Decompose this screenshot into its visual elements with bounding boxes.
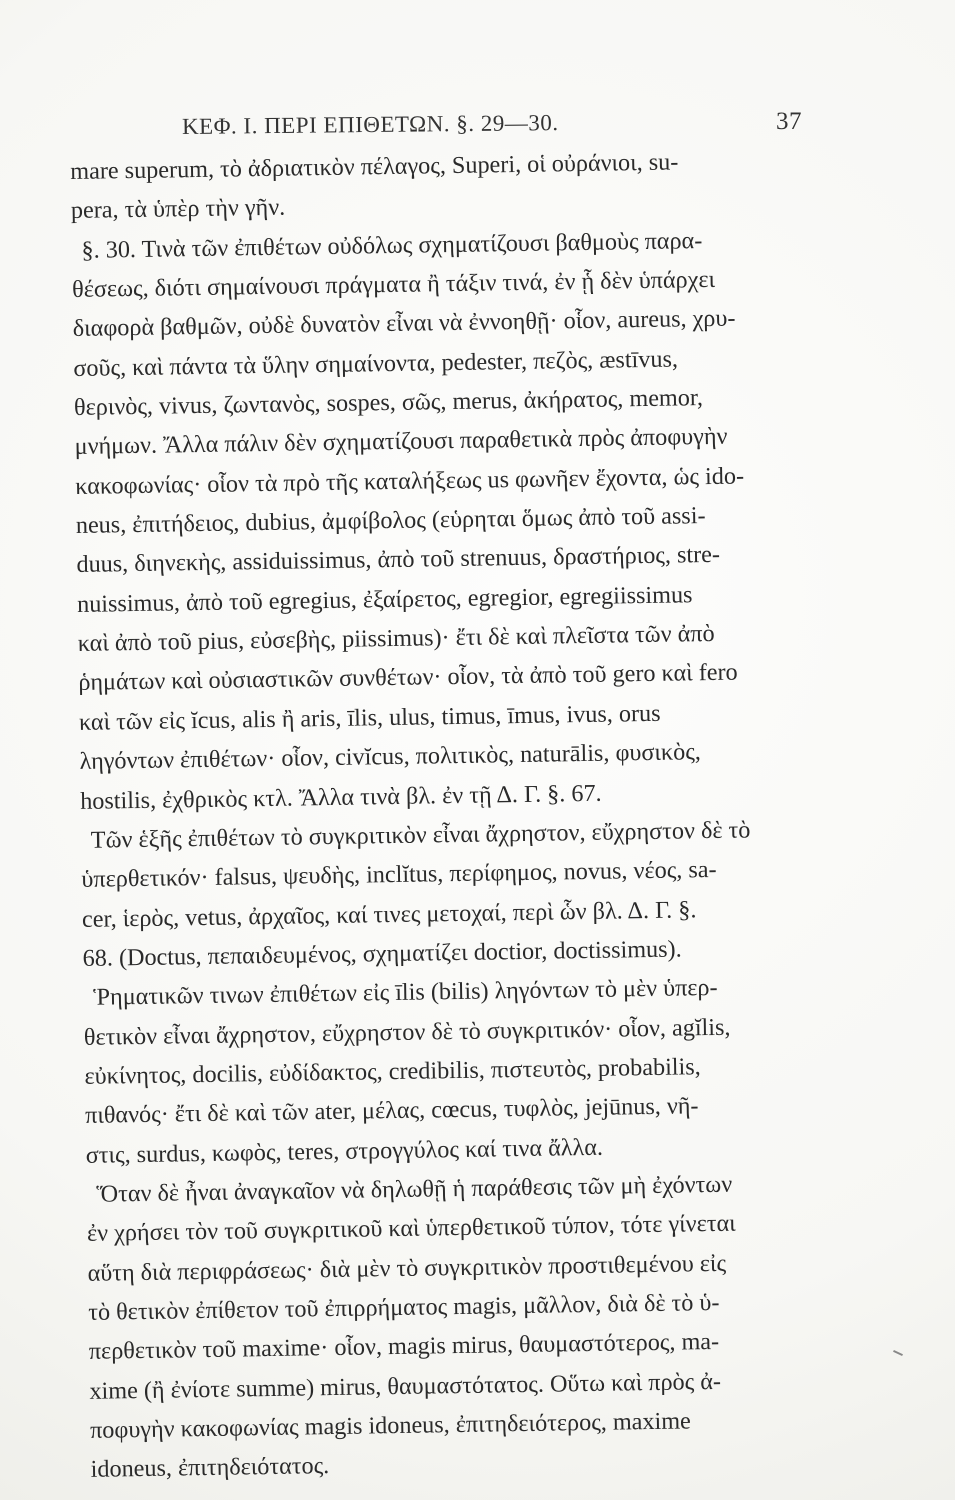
stray-mark bbox=[893, 1350, 903, 1356]
text-line: διαφορὰ βαθμῶν, οὐδὲ δυνατὸν εἶναι νὰ ἐννοηθῇ· οἷον, aureus, χρυ- bbox=[72, 304, 736, 343]
text-line: xime (ἢ ἐνίοτε summe) mirus, θαυμαστότατος. Οὕτω καὶ πρὸς ἀ- bbox=[89, 1367, 722, 1405]
text-line: neus, ἐπιτήδειος, dubius, ἀμφίβολος (εὑρηται ὅμως ἀπὸ τοῦ assi- bbox=[75, 502, 706, 540]
text-line: σοῦς, καὶ πάντα τὰ ὕλην σημαίνοντα, pedester, πεζὸς, æstīvus, bbox=[73, 345, 679, 382]
text-line: θετικὸν εἶναι ἄχρηστον, εὔχρηστον δὲ τὸ συγκριτικόν· οἷον, agĭlis, bbox=[83, 1013, 731, 1051]
text-line: ῥημάτων καὶ οὐσιαστικῶν συνθέτων· οἷον, τὰ ἀπὸ τοῦ gero καὶ fero bbox=[78, 659, 738, 697]
text-line: πιθανός· ἔτι δὲ καὶ τῶν ater, μέλας, cœcus, τυφλὸς, jejūnus, νῆ- bbox=[84, 1092, 699, 1130]
text-line: ληγόντων ἐπιθέτων· οἷον, civĭcus, πολιτικὸς, naturālis, φυσικὸς, bbox=[79, 738, 702, 776]
text-line: εὐκίνητος, docilis, εὐδίδακτος, credibilis, πιστευτὸς, probabilis, bbox=[84, 1053, 701, 1090]
text-line: ποφυγὴν κακοφωνίας magis idoneus, ἐπιτηδειότερος, maxime bbox=[89, 1407, 692, 1444]
paragraph-start-line: Ὅταν δὲ ἦναι ἀναγκαῖον νὰ δηλωθῇ ἡ παράθεσις τῶν μὴ ἐχόντων bbox=[96, 1170, 733, 1208]
text-line: 68. (Doctus, πεπαιδευμένος, σχηματίζει doctior, doctissimus). bbox=[82, 935, 682, 972]
paragraph-start-line: Ῥηματικῶν τινων ἐπιθέτων εἰς īlis (bilis) ληγόντων τὸ μὲν ὑπερ- bbox=[93, 974, 718, 1011]
text-line: θέσεως, διότι σημαίνουσι πράγματα ἢ τάξιν τινά, ἐν ᾗ δὲν ὑπάρχει bbox=[71, 265, 716, 304]
page-number: 37 bbox=[776, 108, 802, 135]
body-text bbox=[70, 140, 846, 1489]
text-line: mare superum, τὸ ἀδριατικὸν πέλαγος, Superi, οἱ οὐράνιοι, su- bbox=[70, 148, 679, 185]
text-line: cer, ἱερὸς, vetus, ἀρχαῖος, καί τινες μετοχαί, περὶ ὧν βλ. Δ. Γ. §. bbox=[81, 895, 697, 933]
text-line: ἐν χρήσει τὸν τοῦ συγκριτικοῦ καὶ ὑπερθετικοῦ τύπον, τότε γίνεται bbox=[86, 1209, 736, 1248]
text-line: nuissimus, ἀπὸ τοῦ egregius, ἐξαίρετος, egregior, egregiissimus bbox=[76, 581, 693, 618]
text-line: στις, surdus, κωφὸς, teres, στρογγύλος καί τινα ἄλλα. bbox=[85, 1133, 604, 1169]
text-line: μνήμων. Ἄλλα πάλιν δὲν σχηματίζουσι παραθετικὰ πρὸς ἀποφυγὴν bbox=[74, 423, 728, 461]
text-line: idoneus, ἐπιτηδειότατος. bbox=[90, 1452, 330, 1484]
text-line: θερινὸς, vivus, ζωντανὸς, sospes, σῶς, merus, ἀκήρατος, memor, bbox=[73, 384, 704, 422]
text-line: καὶ τῶν εἰς ĭcus, alis ἢ aris, īlis, ulus, timus, īmus, ivus, orus bbox=[78, 699, 661, 736]
text-line: καὶ ἀπὸ τοῦ pius, εὐσεβὴς, piissimus)· ἔτι δὲ καὶ πλεῖστα τῶν ἀπὸ bbox=[77, 620, 715, 658]
text-line: τὸ θετικὸν ἐπίθετον τοῦ ἐπιρρήματος magis, μᾶλλον, διὰ δὲ τὸ ὑ- bbox=[88, 1288, 720, 1326]
text-line: κακοφωνίας· οἷον τὰ πρὸ τῆς καταλήξεως us φωνῆεν ἔχοντα, ὡς ido- bbox=[75, 462, 745, 500]
text-line: hostilis, ἐχθρικὸς κτλ. Ἄλλα τινὰ βλ. ἐν τῇ Δ. Γ. §. 67. bbox=[79, 779, 602, 815]
paragraph-start-line: §. 30. Τινὰ τῶν ἐπιθέτων οὐδόλως σχηματίζουσι βαθμοὺς παρα- bbox=[81, 226, 703, 264]
text-line: περθετικὸν τοῦ maxime· οἷον, magis mirus, θαυμαστότερος, ma- bbox=[88, 1328, 720, 1366]
text-line: duus, διηνεκὴς, assiduissimus, ἀπὸ τοῦ strenuus, δραστήριος, stre- bbox=[76, 541, 721, 579]
chapter-heading: ΚΕΦ. Ι. ΠΕΡΙ ΕΠΙΘΕΤΩΝ. §. 29—30. bbox=[181, 110, 559, 139]
text-line: αὕτη διὰ περιφράσεως· διὰ μὲν τὸ συγκριτικὸν προστιθεμένου εἰς bbox=[87, 1249, 727, 1287]
text-line: ὑπερθετικόν· falsus, ψευδὴς, inclĭtus, περίφημος, novus, νέος, sa- bbox=[81, 856, 717, 894]
paragraph-start-line: Τῶν ἑξῆς ἐπιθέτων τὸ συγκριτικὸν εἶναι ἄχρηστον, εὔχρηστον δὲ τὸ bbox=[90, 816, 751, 854]
text-line: pera, τὰ ὑπὲρ τὴν γῆν. bbox=[70, 193, 286, 225]
